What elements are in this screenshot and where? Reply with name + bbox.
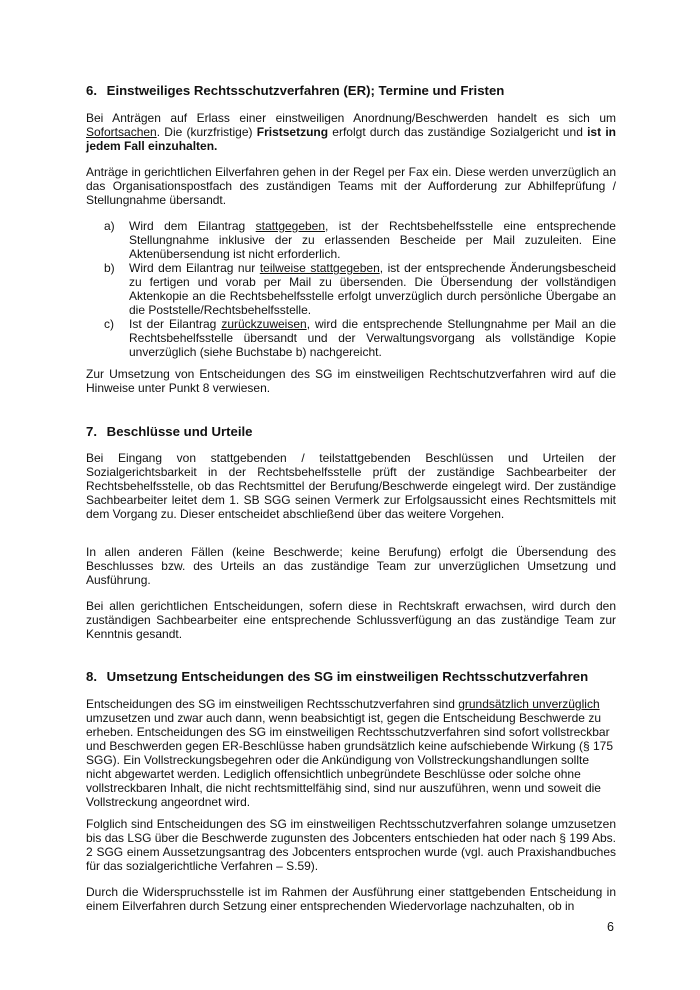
section-8-number: 8.: [86, 669, 97, 684]
list-item: [104, 317, 616, 359]
section-6-list: [104, 219, 616, 359]
underlined-term: grundsätzlich unverzüglich: [458, 697, 600, 711]
section-6-paragraph-3: Zur Umsetzung von Entscheidungen des SG im einstweiligen Rechtschutzverfahren wird auf die Hinweise unter Punkt 8 verwiesen.: [86, 367, 616, 395]
text-run: Wird dem Eilantrag nur: [129, 261, 260, 275]
list-item-label: a): [104, 219, 115, 233]
bold-term: ist in jedem Fall einzuhalten.: [86, 125, 616, 153]
underlined-term: zurückzuweisen: [221, 317, 307, 331]
section-7-number: 7.: [86, 424, 97, 439]
page-number: 6: [607, 920, 614, 934]
text-run: Bei Anträgen auf Erlass einer einstweiligen Anordnung/Beschwerden handelt es sich um: [86, 111, 616, 125]
section-7-paragraph-2: In allen anderen Fällen (keine Beschwerde; keine Berufung) erfolgt die Übersendung des Beschlusses bzw. des Urteils an das zuständige Team zur unverzüglichen Umsetzung und Ausführung.: [86, 545, 616, 587]
text-run: , wird die entsprechende Stellungnahme per Mail an die Rechtsbehelfsstelle übersandt und der Verwaltungsvorgang als vollständige Kopie unverzüglich (siehe Buchstabe b) nachgereicht.: [129, 317, 617, 359]
section-7-heading: [86, 424, 253, 439]
list-item-label: c): [104, 317, 114, 331]
list-item: [104, 219, 616, 261]
section-6-heading: [86, 83, 504, 98]
section-8-paragraph-3: Durch die Widerspruchsstelle ist im Rahmen der Ausführung einer stattgebenden Entscheidung in einem Eilverfahren durch Setzung einer entsprechenden Wiedervorlage nachzuhalten, ob in: [86, 885, 616, 913]
section-8-paragraph-1: [86, 697, 616, 809]
section-8-paragraph-2: Folglich sind Entscheidungen des SG im einstweiligen Rechtsschutzverfahren solange umzusetzen bis das LSG über die Beschwerde zugunsten des Jobcenters entschieden hat oder nach § 199 Abs. 2 SGG einem Aussetzungsantrag des Jobcenters entsprochen wurde (vgl. auch Praxishandbuches für das sozialgerichtliche Verfahren – S.59).: [86, 817, 616, 873]
section-6-paragraph-1: [86, 111, 616, 153]
underlined-term: teilweise stattgegeben: [259, 261, 380, 275]
text-run: umzusetzen und zwar auch dann, wenn beabsichtigt ist, gegen die Entscheidung Beschwerde zu erheben. Entscheidungen des SG im einstweiligen Rechtsschutzverfahren sind sofort vollstreckbar und Beschwerden gegen ER-Beschlüsse haben grundsätzlich keine aufschiebende Wirkung (§ 175 SGG). Ein Vollstreckungsbegehren oder die Ankündigung von Vollstreckungshandlungen sollte nicht abgewartet werden. Lediglich offensichtlich unbegründete Beschlüsse oder solche ohne vollstreckbaren Inhalt, die nicht rechtsmittelfähig sind, sind nur auszuführen, wenn und soweit die Vollstreckung angeordnet wird.: [86, 711, 613, 809]
section-7-title: Beschlüsse und Urteile: [106, 424, 253, 439]
text-run: Wird dem Eilantrag: [129, 219, 256, 233]
underlined-term: stattgegeben: [255, 219, 326, 233]
section-8-title: Umsetzung Entscheidungen des SG im einstweiligen Rechtsschutzverfahren: [106, 669, 589, 684]
section-7-paragraph-1: Bei Eingang von stattgebenden / teilstattgebenden Beschlüssen und Urteilen der Sozialgerichtsbarkeit in der Rechtsbehelfsstelle prüft der zuständige Sachbearbeiter der Rechtsbehelfsstelle, ob das Rechtsmittel der Berufung/Beschwerde eingelegt wird. Der zuständige Sachbearbeiter leitet dem 1. SB SGG seinen Vermerk zur Erfolgsaussicht eines Rechtsmittels mit dem Vorgang zu. Dieser entscheidet abschließend über das weitere Vorgehen.: [86, 451, 616, 521]
text-run: , ist der Rechtsbehelfsstelle eine entsprechende Stellungnahme inklusive der zu erlassenden Bescheide per Mail zuzuleiten. Eine Aktenübersendung ist nicht erforderlich.: [129, 219, 616, 261]
list-item-label: b): [104, 261, 115, 275]
text-run: erfolgt durch das zuständige Sozialgericht und: [328, 125, 588, 139]
text-run: . Die (kurzfristige): [156, 125, 257, 139]
section-6-paragraph-2: Anträge in gerichtlichen Eilverfahren gehen in der Regel per Fax ein. Diese werden unverzüglich an das Organisationspostfach des zuständigen Teams mit der Aufforderung zur Abhilfeprüfung / Stellungnahme übersandt.: [86, 165, 616, 207]
section-6-number: 6.: [86, 83, 97, 98]
underlined-term: Sofortsachen: [86, 125, 157, 139]
text-run: Ist der Eilantrag: [129, 317, 222, 331]
section-8-heading: [86, 669, 588, 684]
text-run: , ist der entsprechende Änderungsbescheid zu fertigen und vorab per Mail zu übersenden. Die Übersendung der vollständigen Aktenkopie an die Rechtsbehelfsstelle erfolgt unverzüglich durch persönliche Übergabe an die Poststelle/Rechtsbehelfsstelle.: [129, 261, 616, 317]
section-7-paragraph-3: Bei allen gerichtlichen Entscheidungen, sofern diese in Rechtskraft erwachsen, wird durch den zuständigen Sachbearbeiter eine entsprechende Schlussverfügung an das zuständige Team zur Kenntnis gesandt.: [86, 599, 616, 641]
list-item: [104, 261, 616, 317]
text-run: Entscheidungen des SG im einstweiligen Rechtsschutzverfahren sind: [86, 697, 459, 711]
bold-term: Fristsetzung: [256, 125, 329, 139]
section-6-title: Einstweiliges Rechtsschutzverfahren (ER); Termine und Fristen: [106, 83, 505, 98]
